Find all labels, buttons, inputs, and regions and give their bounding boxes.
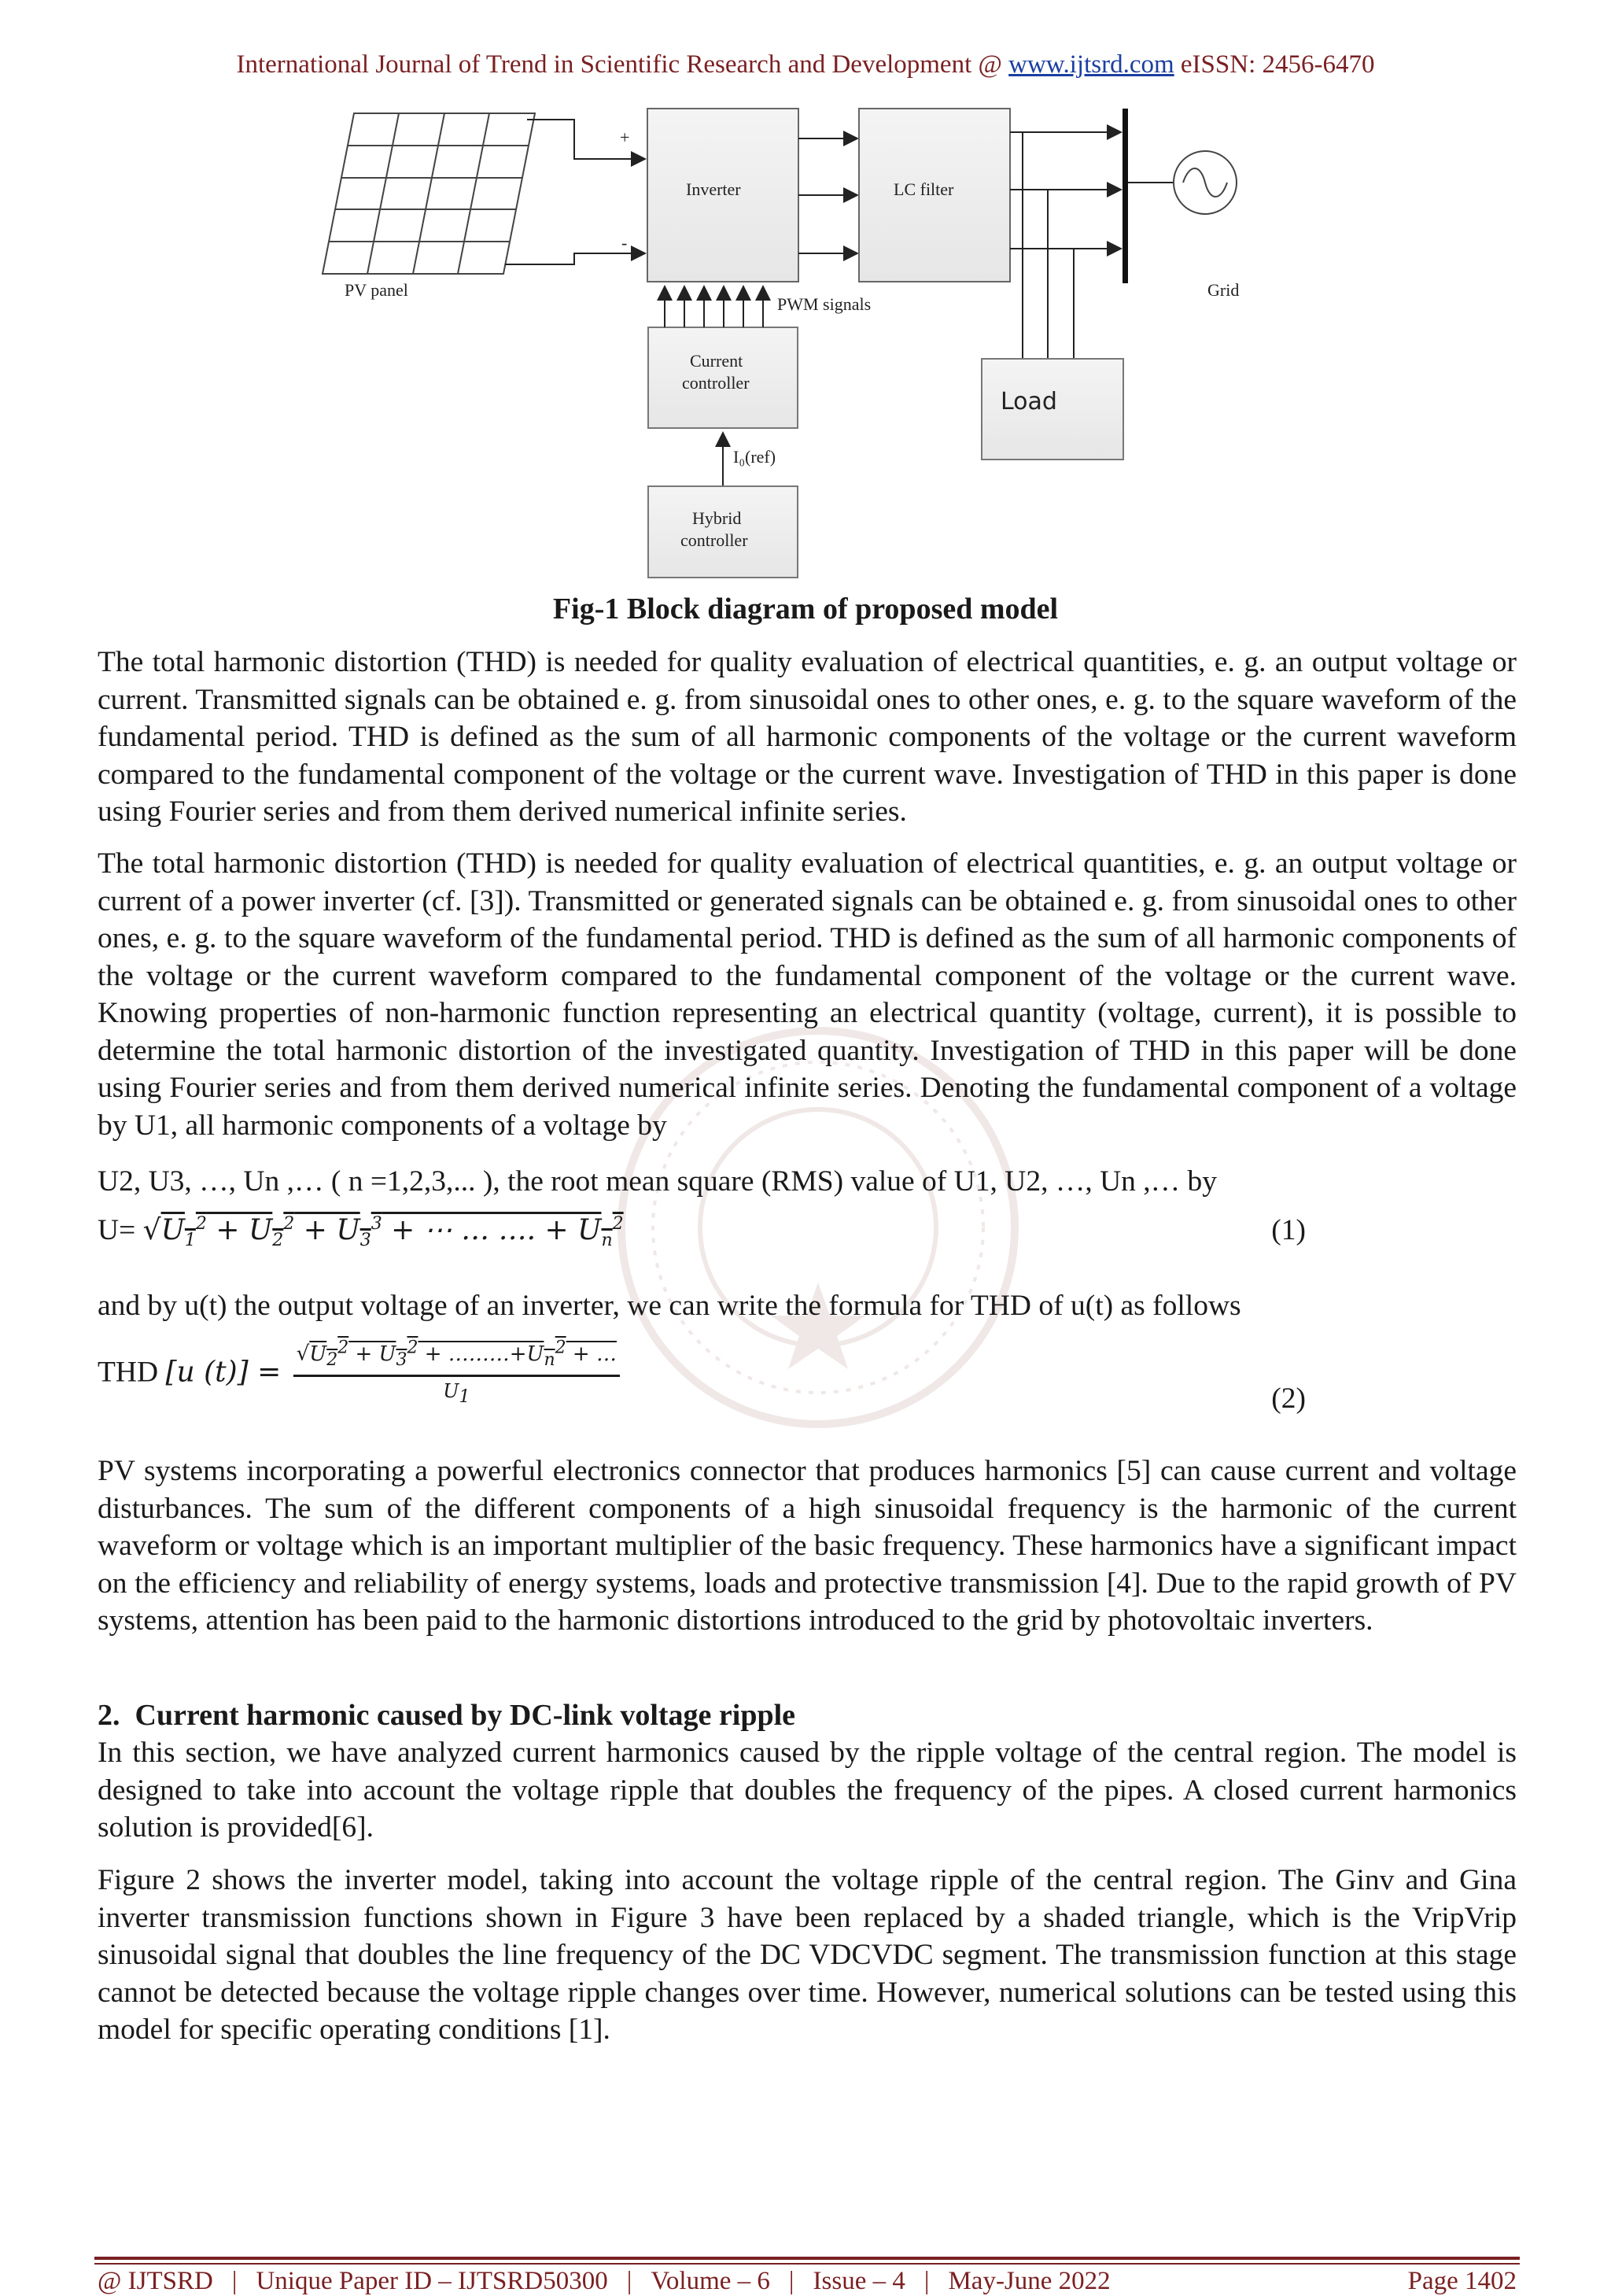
grid-label: Grid xyxy=(1207,280,1240,300)
hybrid-controller-label-1: Hybrid xyxy=(692,508,742,528)
footer-volume: Volume – 6 xyxy=(651,2267,770,2295)
paragraph-3: and by u(t) the output voltage of an inverter, we can write the formula for THD of u(t) as follows xyxy=(98,1290,1241,1322)
paragraph-2 xyxy=(98,845,1517,1144)
paragraph-1-text: The total harmonic distortion (THD) is needed for quality evaluation of electrical quantities, e. g. an output voltage or current. Transmitted signals can be obtained e. g. from sinusoidal ones to other ones, e. g. to the square waveform of the fundamental period. THD is defined as the sum of all harmonic components of the voltage or the current waveform compared to the fundamental component of the voltage or the current wave. Investigation of THD in this paper is done using Fourier series and from them derived numerical infinite series. xyxy=(98,646,1517,828)
paragraph-5 xyxy=(98,1734,1517,1847)
footer-rule-thin xyxy=(94,2263,1520,2265)
journal-name: International Journal of Trend in Scientific Research and Development @ xyxy=(236,50,1009,79)
running-header xyxy=(0,50,1611,79)
equation-2-number: (2) xyxy=(1271,1382,1306,1415)
inverter-label: Inverter xyxy=(686,179,741,199)
lc-filter-label: LC filter xyxy=(894,179,954,199)
pv-panel xyxy=(323,113,535,274)
paragraph-1 xyxy=(98,644,1517,831)
equation-2 xyxy=(98,1338,1517,1432)
equation-1-number: (1) xyxy=(1271,1214,1306,1246)
grid-source-symbol xyxy=(1174,151,1237,214)
block-diagram-figure xyxy=(299,99,1369,579)
running-footer: @ IJTSRD | Unique Paper ID – IJTSRD50300 | Volume – 6 | Issue – 4 | May-June 2022 Page 1402 xyxy=(98,2267,1517,2295)
hybrid-controller-label-2: controller xyxy=(680,530,748,550)
pwm-signals-label: PWM signals xyxy=(777,294,872,314)
minus-terminal: - xyxy=(621,233,628,253)
equation-2-fraction: $\frac{√U_2^2 + U_3^2 + \dots\dots\dots+U_n^2 + \dots}{U_1}$ xyxy=(293,1338,620,1407)
footer-page-number: Page 1402 xyxy=(1407,2267,1517,2295)
equation-2-lhs: [u (t)] = xyxy=(165,1356,282,1389)
current-controller-label-1: Current xyxy=(690,351,743,371)
journal-issn: eISSN: 2456-6470 xyxy=(1174,50,1375,79)
equation-1 xyxy=(98,1213,1517,1268)
current-controller-label-2: controller xyxy=(682,373,750,393)
paragraph-4 xyxy=(98,1453,1517,1640)
paragraph-4-text: PV systems incorporating a powerful electronics connector that produces harmonics [5] can cause current and voltage disturbances. The sum of the different components of a high sinusoidal frequency is the harmonic of the current waveform or voltage which is an important multiplier of the basic frequency. These harmonics have a significant impact on the efficiency and reliability of energy systems, loads and protective transmission [4]. Due to the rapid growth of PV systems, attention has been paid to the harmonic distortions introduced to the grid by photovoltaic inverters. xyxy=(98,1455,1517,1637)
footer-paper-id: Unique Paper ID – IJTSRD50300 xyxy=(256,2267,608,2295)
equation-1-formula: $√U_1^2 + U_2^2 + U_3^3$ + ⋯ … …. + $U_n^2$ xyxy=(142,1214,624,1251)
footer-date: May-June 2022 xyxy=(948,2267,1111,2295)
section-2-heading: 2. Current harmonic caused by DC-link voltage ripple xyxy=(98,1699,796,1732)
paragraph-6 xyxy=(98,1862,1517,2049)
plus-terminal: + xyxy=(620,127,630,147)
figure-caption: Fig-1 Block diagram of proposed model xyxy=(552,592,1059,626)
equation-2-label: THD xyxy=(98,1356,159,1389)
grid-bus-bar xyxy=(1123,109,1128,283)
footer-issue: Issue – 4 xyxy=(813,2267,905,2295)
footer-org: @ IJTSRD xyxy=(98,2267,213,2295)
load-label: Load xyxy=(1001,388,1057,415)
pv-panel-label: PV panel xyxy=(345,280,408,300)
paragraph-5-text: In this section, we have analyzed current harmonics caused by the ripple voltage of the central region. The model is designed to take into account the voltage ripple that doubles the frequency of the pipes. A closed current harmonics solution is provided[6]. xyxy=(98,1737,1517,1844)
equation-1-label: U= xyxy=(98,1214,136,1246)
paragraph-6-text: Figure 2 shows the inverter model, taking into account the voltage ripple of the central region. The Ginv and Gina inverter transmission functions shown in Figure 3 have been replaced by a shaded triangle, which is the VripVrip sinusoidal signal that doubles the line frequency of the DC VDCVDC segment. The transmission function at this stage cannot be detected because the voltage ripple changes over time. However, numerical solutions can be tested using this model for specific operating conditions [1]. xyxy=(98,1864,1517,2046)
paragraph-2-text: The total harmonic distortion (THD) is needed for quality evaluation of electrical quantities, e. g. an output voltage or current of a power inverter (cf. [3]). Transmitted or generated signals can be obtained e. g. from sinusoidal ones to other ones, e. g. to the square waveform of the fundamental period. THD is defined as the sum of all harmonic components of the voltage or the current waveform compared to the fundamental component of the voltage or the current wave. Knowing properties of non-harmonic function representing an electrical quantity (voltage, current), it is possible to determine the total harmonic distortion of the investigated quantity. Investigation of THD in this paper will be done using Fourier series and from them derived numerical infinite series. Denoting the fundamental component of a voltage by U1, all harmonic components of a voltage by xyxy=(98,847,1517,1142)
journal-url-link[interactable]: www.ijtsrd.com xyxy=(1008,50,1174,79)
iref-label: I₀(ref) xyxy=(733,447,776,467)
footer-rule xyxy=(94,2257,1520,2260)
paragraph-2-continuation: U2, U3, …, Un ,… ( n =1,2,3,... ), the root mean square (RMS) value of U1, U2, …, Un ,… by xyxy=(98,1165,1218,1198)
